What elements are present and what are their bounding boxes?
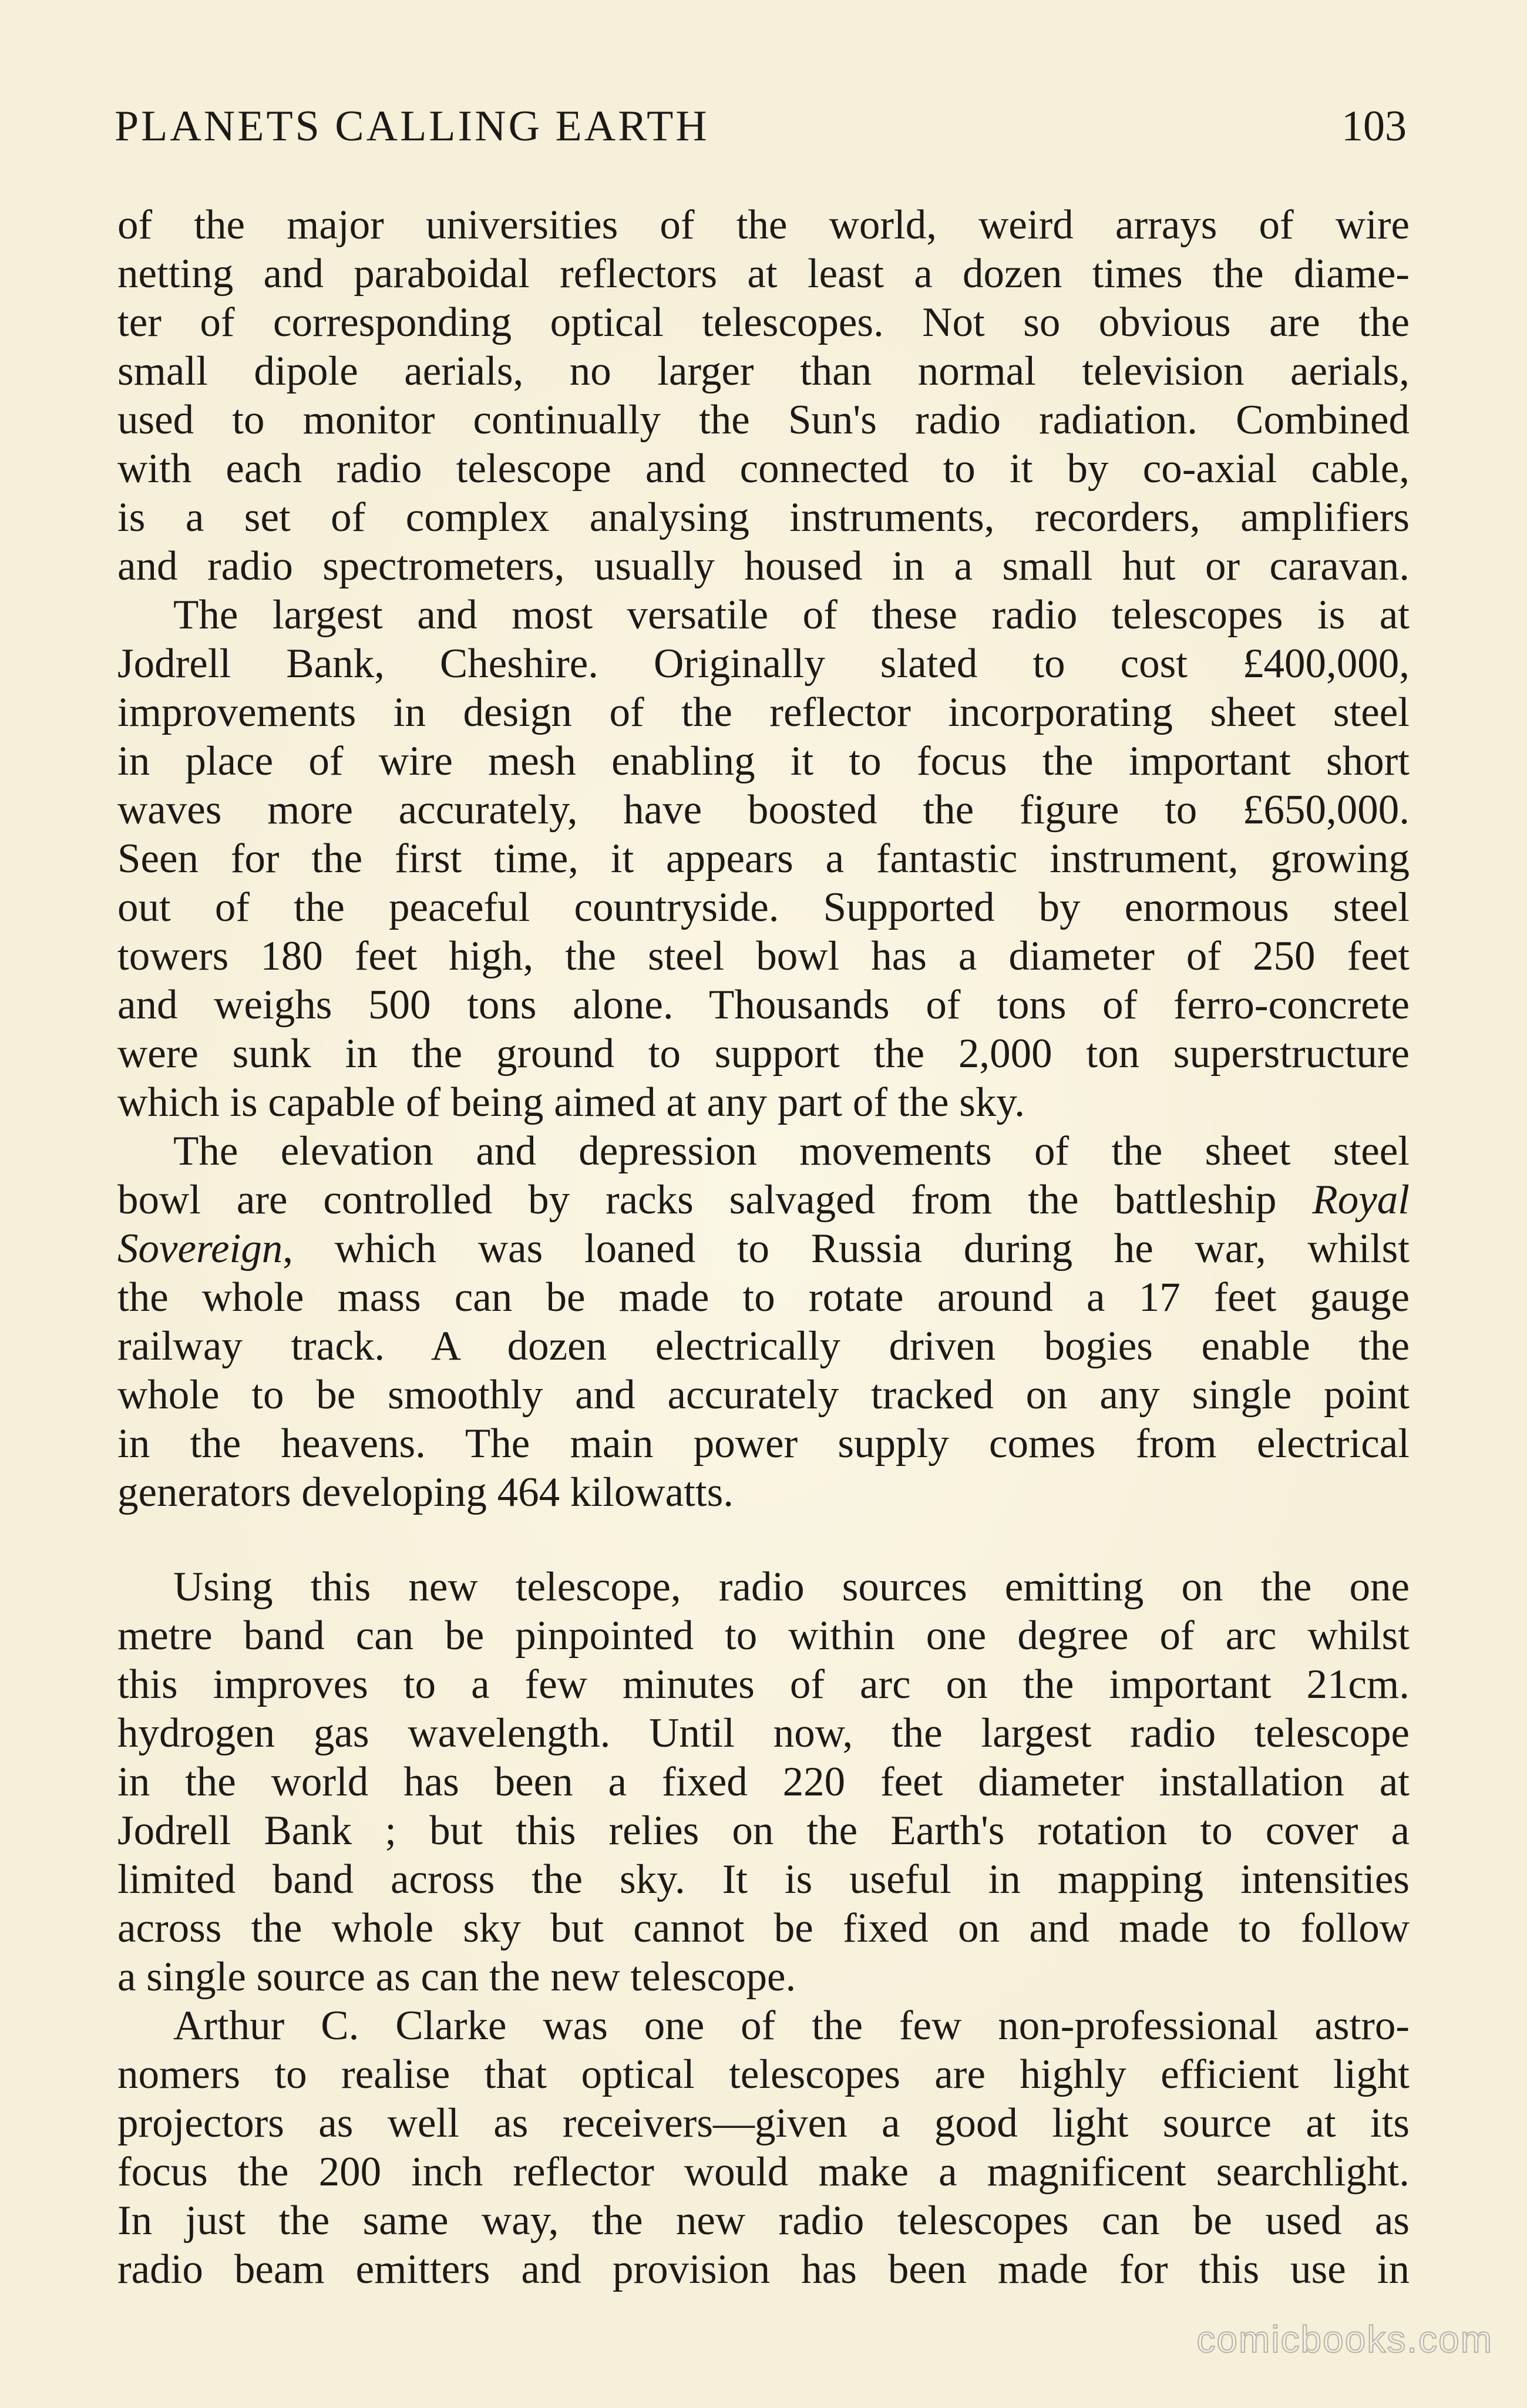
- running-header: [115, 94, 1407, 159]
- text-line: radio beam emitters and provision has been made for this use in: [117, 2246, 1410, 2292]
- ship-name-italic: Royal: [1312, 1177, 1410, 1223]
- text-line: railway track. A dozen electrically driven bogies enable the: [117, 1323, 1410, 1369]
- text-line: is a set of complex analysing instruments, recorders, amplifiers: [117, 495, 1410, 540]
- text-line: netting and paraboidal reflectors at least a dozen times the diame-: [117, 251, 1410, 297]
- ship-name-italic: Sovereign: [117, 1226, 283, 1272]
- text-line: and radio spectrometers, usually housed in a small hut or caravan.: [117, 543, 1410, 589]
- text-line: [117, 1225, 1410, 1273]
- text-line: waves more accurately, have boosted the figure to £650,000.: [117, 787, 1410, 833]
- text-line: out of the peaceful countryside. Supported by enormous steel: [117, 884, 1410, 930]
- text-line: nomers to realise that optical telescopes are highly efficient light: [117, 2051, 1410, 2097]
- text-line: projectors as well as receivers—given a good light source at its: [117, 2100, 1410, 2146]
- text-line: Seen for the first time, it appears a fantastic instrument, growing: [117, 836, 1410, 882]
- text-line: which is capable of being aimed at any part of the sky.: [117, 1079, 1025, 1125]
- text-line: and weighs 500 tons alone. Thousands of tons of ferro-concrete: [117, 982, 1410, 1028]
- text-line: of the major universities of the world, weird arrays of wire: [117, 202, 1410, 248]
- text-line: towers 180 feet high, the steel bowl has a diameter of 250 feet: [117, 933, 1410, 979]
- page-number: 103: [1341, 102, 1407, 150]
- text-line: [117, 1176, 1410, 1225]
- text-line: across the whole sky but cannot be fixed on and made to follow: [117, 1905, 1410, 1951]
- text-fragment: , which was loaned to Russia during he war, whilst: [282, 1226, 1410, 1272]
- text-line: Jodrell Bank, Cheshire. Originally slated to cost £400,000,: [117, 641, 1410, 687]
- text-line: Using this new telescope, radio sources emitting on the one: [173, 1564, 1410, 1610]
- paragraph-2: [117, 591, 1410, 1127]
- text-line: ter of corresponding optical telescopes. Not so obvious are the: [117, 300, 1410, 345]
- text-line: a single source as can the new telescope.: [117, 1954, 796, 2000]
- body-text: [117, 201, 1410, 2294]
- text-line: The elevation and depression movements of the sheet steel: [173, 1128, 1410, 1174]
- text-line: Arthur C. Clarke was one of the few non-professional astro-: [173, 2003, 1410, 2049]
- text-line: in the heavens. The main power supply comes from electrical: [117, 1421, 1410, 1467]
- text-line: in place of wire mesh enabling it to focus the important short: [117, 738, 1410, 784]
- watermark: comicbooks.com: [1196, 2318, 1493, 2360]
- text-line: focus the 200 inch reflector would make a magnificent searchlight.: [117, 2149, 1410, 2195]
- paragraph-1: [117, 201, 1410, 591]
- text-line: whole to be smoothly and accurately tracked on any single point: [117, 1372, 1410, 1418]
- text-line: the whole mass can be made to rotate around a 17 feet gauge: [117, 1274, 1410, 1320]
- text-line: in the world has been a fixed 220 feet diameter installation at: [117, 1759, 1410, 1805]
- text-line: metre band can be pinpointed to within one degree of arc whilst: [117, 1613, 1410, 1659]
- text-line: were sunk in the ground to support the 2,000 ton superstructure: [117, 1031, 1410, 1077]
- text-line: In just the same way, the new radio telescopes can be used as: [117, 2198, 1410, 2244]
- text-line: small dipole aerials, no larger than normal television aerials,: [117, 348, 1410, 394]
- paragraph-3: [117, 1127, 1410, 1517]
- text-fragment: bowl are controlled by racks salvaged from the battleship: [117, 1177, 1313, 1223]
- text-line: hydrogen gas wavelength. Until now, the largest radio telescope: [117, 1710, 1410, 1756]
- text-line: used to monitor continually the Sun's radio radiation. Combined: [117, 397, 1410, 443]
- text-line: Jodrell Bank ; but this relies on the Earth's rotation to cover a: [117, 1808, 1410, 1854]
- section-break: [117, 1517, 1410, 1563]
- text-line: The largest and most versatile of these radio telescopes is at: [173, 592, 1410, 638]
- running-title: PLANETS CALLING EARTH: [115, 102, 709, 150]
- text-line: limited band across the sky. It is useful in mapping intensities: [117, 1857, 1410, 1902]
- paragraph-5: [117, 2002, 1410, 2294]
- text-line: this improves to a few minutes of arc on the important 21cm.: [117, 1662, 1410, 1707]
- text-line: improvements in design of the reflector incorporating sheet steel: [117, 690, 1410, 735]
- text-line: with each radio telescope and connected to it by co-axial cable,: [117, 446, 1410, 492]
- paragraph-4: [117, 1563, 1410, 2002]
- text-line: generators developing 464 kilowatts.: [117, 1469, 734, 1515]
